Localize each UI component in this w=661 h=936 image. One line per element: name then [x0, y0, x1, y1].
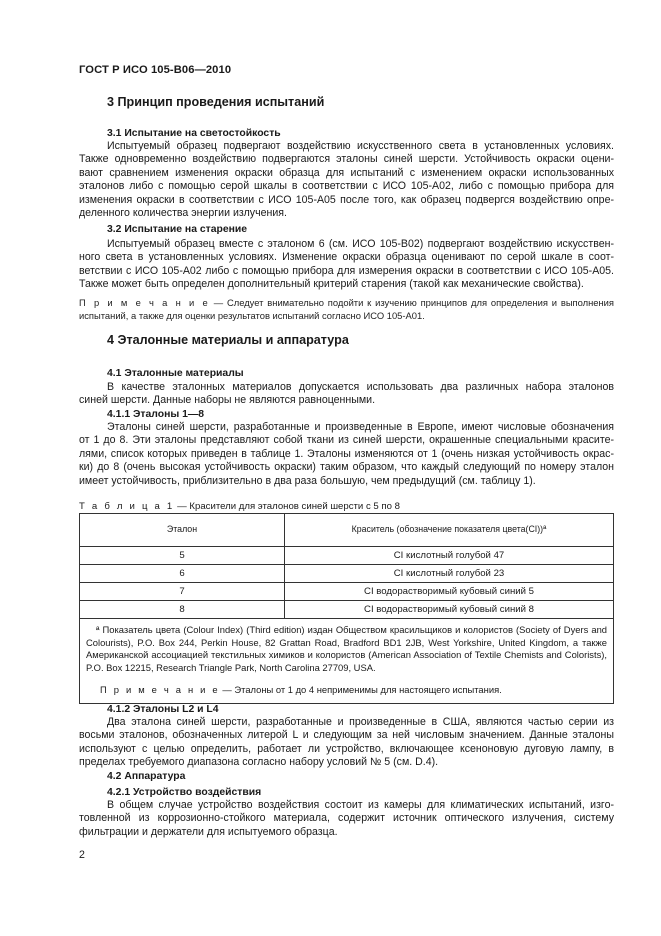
- text-line: ветствии с ИСО 105-A02 либо с помощью прибора для измерения окраски в соответствии с ИСО 105-A05.: [79, 264, 614, 277]
- text-line: от 1 до 8. Эти эталоны представляют собой ткани из синей шерсти, окрашенные специальными красите-: [79, 434, 614, 447]
- table-note: П р и м е ч а н и е — Эталоны от 1 до 4 неприменимы для настоящего испытания.: [100, 684, 502, 696]
- table-row: [80, 583, 614, 601]
- table-footnote: [80, 619, 614, 704]
- text-line: Также может быть определен дополнительный критерий старения (такой как механические свойства).: [79, 278, 584, 291]
- text-line: имеет устойчивость, приблизительно в два раза большую, чем предыдущий (см. таблицу 1).: [79, 474, 536, 487]
- cell-standard: 6: [80, 565, 285, 583]
- text-line: В общем случае устройство воздействия состоит из камеры для климатических испытаний, изго-: [107, 799, 614, 811]
- text-line: лями, список которых приведен в таблице 1. Эталоны изменяются от 1 (очень низкая устойчивость окрас-: [79, 447, 614, 460]
- text-line: восьми эталонов, обозначенных литерой L и следующим за ней числовым значением. Данные эталоны: [79, 729, 614, 742]
- text-line: эталонов либо с помощью серой шкалы в соответствии с ИСО 105-A02, либо с помощью прибора для: [79, 180, 614, 193]
- table-row: [80, 565, 614, 583]
- section-4-1-text: [79, 381, 614, 408]
- text-line: используют с целью определить, работает ли устройство, включающее ксеноновую дуговую лампу, в: [79, 742, 614, 755]
- text-line: товленной из коррозионно-стойкого материала, содержит источник оптического излучения, систему: [79, 812, 614, 825]
- note-line: испытаний, а также для оценки результатов испытаний согласно ИСО 105-A01.: [79, 310, 425, 321]
- footnote-text: ª Показатель цвета (Colour Index) (Third edition) издан Обществом красильщиков и колористов (Society of Dyers and Colourists), P.O. Box 244, Perkin House, 82 Grattan Road, Bradford BD1 2JB, West Yorkshire, United Kingdom, а также Американской ассоциацией текстильных химиков и колористов (American Association of Textile Chemists and Colorists), P.O. Box 12215, Research Triangle Park, North Carolina 27709, USA.: [86, 624, 607, 673]
- note-line: П р и м е ч а н и е — Следует внимательно подойти к изучению принципов для определения и выполнения: [79, 297, 614, 308]
- text-line: фильтрации и держатели для испытуемого образца.: [79, 825, 338, 838]
- text-line: синей шерсти. Данные наборы не являются равноценными.: [79, 394, 376, 407]
- section-4-1-1-title: 4.1.1 Эталоны 1—8: [107, 409, 205, 420]
- text-line: Два эталона синей шерсти, разработанные и произведенные в США, являются частью серии из: [107, 716, 614, 728]
- section-3-title: 3 Принцип проведения испытаний: [107, 95, 325, 109]
- dye-table: [79, 513, 614, 704]
- text-line: ки) до 8 (очень высокая устойчивость окраски) таким образом, что каждый следующий по номеру эталон: [79, 461, 614, 474]
- text-line: Испытуемый образец вместе с эталоном 6 (см. ИСО 105-B02) подвергают воздействию искусствен-: [107, 238, 614, 250]
- text-line: деленного количества энергии излучения.: [79, 207, 287, 220]
- cell-dye: CI кислотный голубой 47: [285, 547, 614, 565]
- table-header-row: [80, 514, 614, 547]
- section-4-title: 4 Эталонные материалы и аппаратура: [107, 333, 349, 347]
- text-line: ного света в установленных условиях. Изменение окраски образца оценивают по серой шкале в соот-: [79, 251, 614, 264]
- table-footnote-row: [80, 619, 614, 704]
- document-header: ГОСТ Р ИСО 105-B06—2010: [79, 64, 232, 76]
- cell-standard: 7: [80, 583, 285, 601]
- section-4-1-2-text: [79, 716, 614, 770]
- text-line: Испытуемый образец подвергают воздействию искусственного света в установленных условиях.: [107, 140, 614, 152]
- cell-dye: CI водорастворимый кубовый синий 5: [285, 583, 614, 601]
- table-row: [80, 601, 614, 619]
- text-line: изменения окраски в соответствии с ИСО 105-A05 после того, как образец подвергся воздействию опре-: [79, 193, 614, 206]
- cell-dye: CI водорастворимый кубовый синий 8: [285, 601, 614, 619]
- page-number: 2: [79, 849, 85, 861]
- section-3-note: [79, 296, 614, 322]
- text-line: Также одновременно воздействию подвергаются эталоны синей шерсти. Устойчивость окраски оцени-: [79, 153, 614, 166]
- section-3-2-text: [79, 238, 614, 292]
- section-3-2-title: 3.2 Испытание на старение: [107, 224, 248, 235]
- text-line: В качестве эталонных материалов допускается использовать два различных набора эталонов: [107, 381, 614, 393]
- section-4-2-title: 4.2 Аппаратура: [107, 771, 186, 782]
- text-line: Эталоны синей шерсти, разработанные и произведенные в Европе, имеют числовые обозначения: [107, 421, 614, 433]
- cell-standard: 5: [80, 547, 285, 565]
- section-3-1-text: [79, 140, 614, 220]
- cell-standard: 8: [80, 601, 285, 619]
- text-line: вают сравнением изменения окраски образца для испытаний с изменением окраски использованных: [79, 166, 614, 179]
- text-line: пределах требуемого диапазона согласно набору условий № 5 (см. D.4).: [79, 756, 439, 769]
- section-4-2-1-text: [79, 799, 614, 839]
- column-header-dye: Краситель (обозначение показателя цвета(CI))ª: [285, 514, 614, 547]
- section-4-1-2-title: 4.1.2 Эталоны L2 и L4: [107, 704, 219, 715]
- note-label: П р и м е ч а н и е: [79, 297, 210, 308]
- section-4-1-title: 4.1 Эталонные материалы: [107, 368, 244, 379]
- cell-dye: CI кислотный голубой 23: [285, 565, 614, 583]
- column-header-standard: Эталон: [80, 514, 285, 547]
- table-row: [80, 547, 614, 565]
- section-4-2-1-title: 4.2.1 Устройство воздействия: [107, 787, 262, 798]
- section-4-1-1-text: [79, 421, 614, 488]
- section-3-1-title: 3.1 Испытание на светостойкость: [107, 128, 281, 139]
- table-caption: Т а б л и ц а 1 — Красители для эталонов синей шерсти с 5 по 8: [79, 501, 400, 512]
